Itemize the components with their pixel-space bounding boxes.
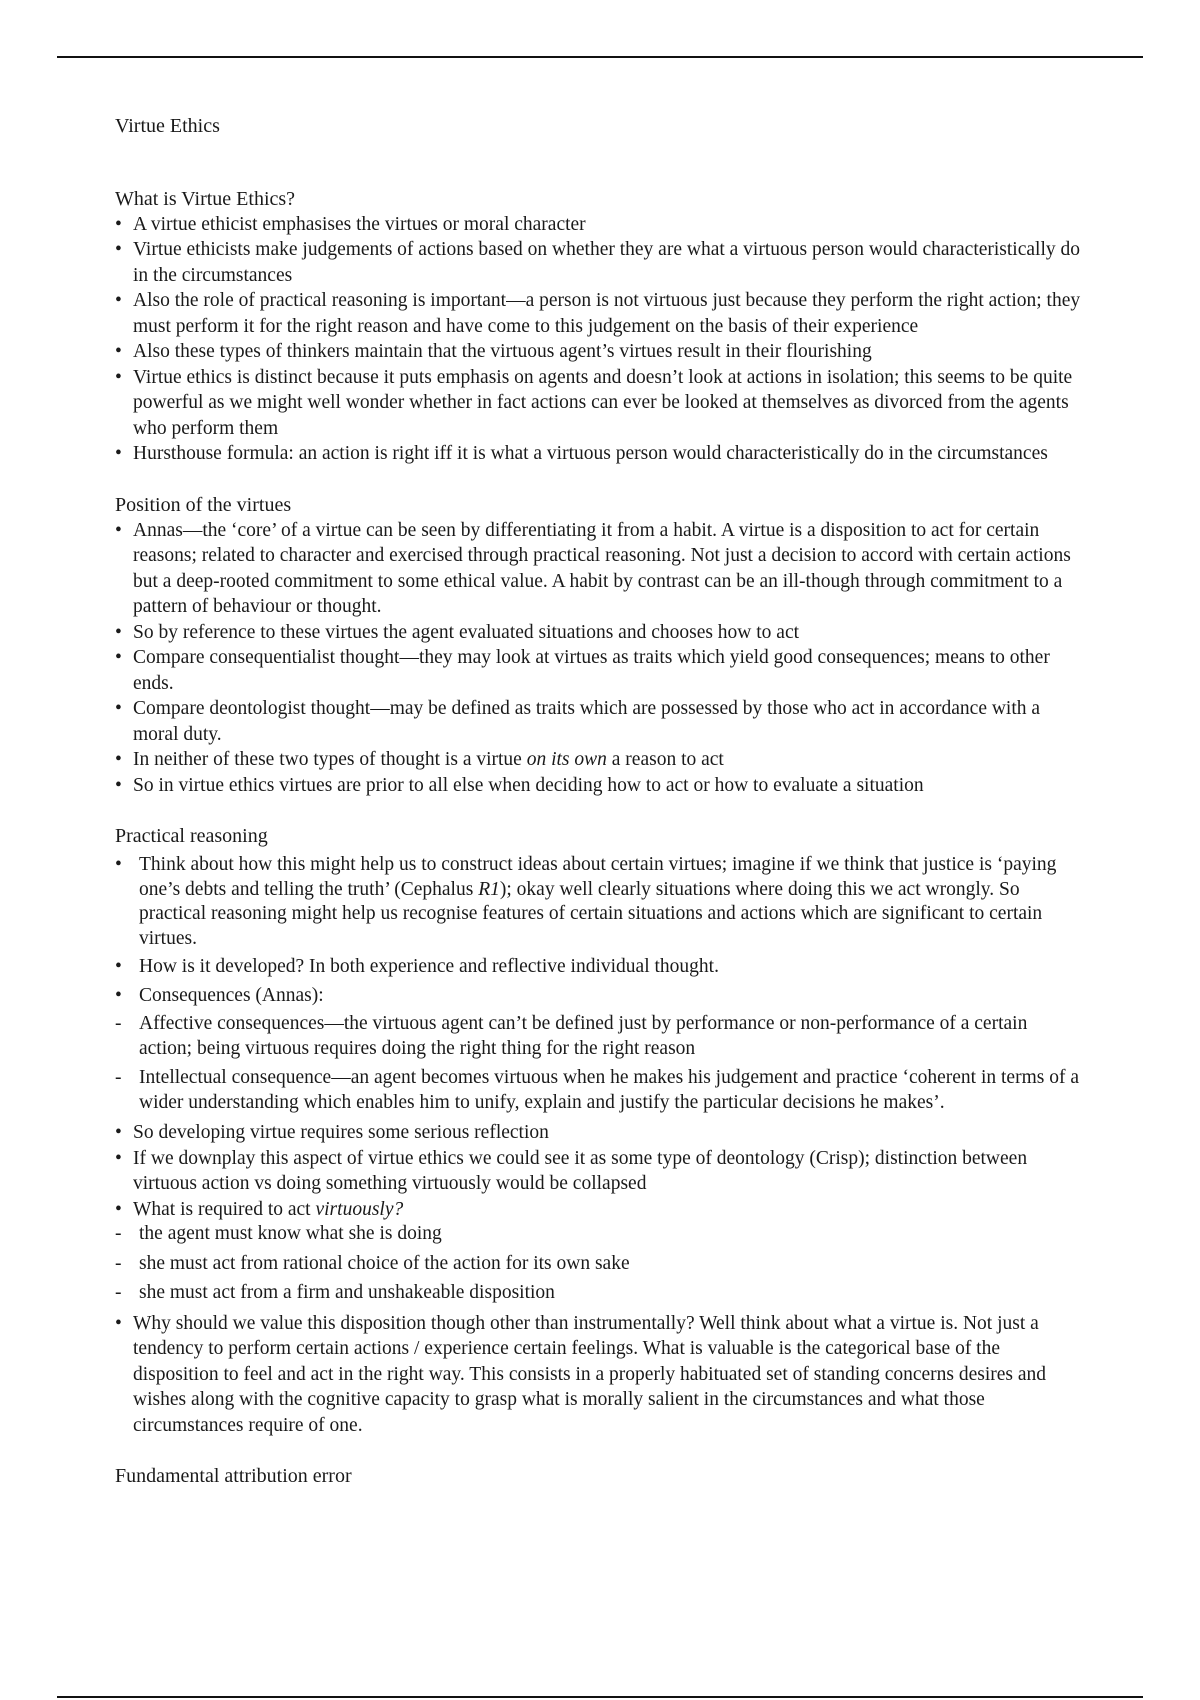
bullet-marker: • — [115, 1312, 122, 1334]
list-item — [115, 441, 1085, 467]
bullet-marker: • — [115, 698, 122, 719]
list-item — [115, 853, 1085, 951]
list-item-text: Compare deontologist thought—may be defined as traits which are possessed by those who act in accordance with a moral duty. — [133, 698, 1041, 745]
list-item-text: How is it developed? In both experience and reflective individual thought. — [139, 956, 719, 977]
bullet-marker: • — [115, 366, 122, 388]
list-item — [115, 212, 1085, 238]
list-item-text: Compare consequentialist thought—they may look at virtues as traits which yield good consequences; means to other ends. — [133, 647, 1050, 694]
emphasis-text: R1 — [478, 878, 500, 900]
list-item — [115, 747, 1085, 773]
bullet-marker: • — [115, 984, 122, 1006]
list-item-text: A virtue ethicist emphasises the virtues or moral character — [133, 213, 586, 235]
list-item — [115, 696, 1085, 747]
list-item-text: she must act from rational choice of the action for its own sake — [139, 1252, 630, 1274]
list-position — [115, 518, 1085, 799]
list-item — [115, 237, 1085, 288]
list-item-text: she must act from a firm and unshakeable disposition — [139, 1282, 555, 1303]
list-item — [115, 288, 1085, 339]
list-item-text: Affective consequences—the virtuous agent can’t be defined just by performance or non-performance of a certain action; being virtuous requires doing the right thing for the right reason — [139, 1013, 1028, 1059]
list-item — [115, 1281, 1085, 1306]
bullet-marker: • — [115, 213, 122, 235]
list-item-text: Think about how this might help us to construct ideas about certain virtues; imagine if we think that justice is ‘paying one’s debts and telling the truth’ (Cephalus — [139, 854, 1057, 900]
list-item-text: Why should we value this disposition though other than instrumentally? Well think about what a virtue is. Not just a tendency to perform certain actions / experience certain feelings. What is valuable is the categorical base of the disposition to feel and act in the right way. This consists in a properly habituated set of standing concerns desires and wishes along with the cognitive capacity to grasp what is morally salient in the circumstances and what those circumstances require of one. — [133, 1312, 1047, 1436]
list-item-text: So in virtue ethics virtues are prior to all else when deciding how to act or how to evaluate a situation — [133, 774, 924, 796]
list-item — [115, 518, 1085, 620]
document-body — [115, 114, 1085, 1489]
list-item — [115, 645, 1085, 696]
list-item-text: If we downplay this aspect of virtue ethics we could see it as some type of deontology (Crisp); distinction between virtuous action vs doing something virtuously would be collapsed — [133, 1147, 1028, 1194]
list-item — [115, 1311, 1085, 1439]
bullet-marker: • — [115, 1147, 122, 1169]
bullet-marker: • — [115, 749, 122, 770]
list-item-text: Hursthouse formula: an action is right iff it is what a virtuous person would characteristically do in the circumstances — [133, 443, 1048, 464]
list-item-text: a reason to act — [606, 749, 724, 770]
list-item — [115, 339, 1085, 365]
bullet-marker: • — [115, 774, 122, 796]
list-item — [115, 1197, 1085, 1223]
bullet-marker: • — [115, 290, 122, 311]
section-heading-practical: Practical reasoning — [115, 825, 268, 847]
list-item-text: Also the role of practical reasoning is important—a person is not virtuous just because they perform the right action; they must perform it for the right reason and have come to this judgement on the basis of their experience — [133, 290, 1081, 337]
top-rule — [57, 56, 1143, 58]
bullet-marker: • — [115, 519, 122, 541]
list-item — [115, 1066, 1085, 1115]
dash-marker: - — [115, 1223, 122, 1244]
dash-marker: - — [115, 1067, 122, 1088]
bullet-marker: • — [115, 1122, 122, 1143]
list-item — [115, 1012, 1085, 1061]
bullet-marker: • — [115, 647, 122, 668]
section-heading-what-is: What is Virtue Ethics? — [115, 187, 296, 210]
list-item-text: Also these types of thinkers maintain that the virtuous agent’s virtues result in their flourishing — [133, 341, 872, 362]
list-item-text: So developing virtue requires some serious reflection — [133, 1122, 549, 1143]
list-item-text: Virtue ethics is distinct because it puts emphasis on agents and doesn’t look at actions in isolation; this seems to be quite powerful as we might well wonder whether in fact actions can ever be looked at themselves as divorced from the agents who perform them — [133, 366, 1073, 439]
list-item — [115, 365, 1085, 442]
list-item — [115, 773, 1085, 799]
dash-marker: - — [115, 1282, 122, 1303]
list-item-text: What is required to act — [133, 1198, 316, 1220]
list-item-text: Annas—the ‘core’ of a virtue can be seen by differentiating it from a habit. A virtue is a disposition to act for certain reasons; related to character and exercised through practical reasoning. Not just a decision to accord with certain actions but a deep-rooted commitment to some ethical value. A habit by contrast can be an ill-though through commitment to a pattern of behaviour or thought. — [133, 519, 1071, 617]
page-title: Virtue Ethics — [115, 115, 220, 137]
bullet-marker: • — [115, 341, 122, 362]
emphasis-text: on its own — [526, 749, 607, 770]
list-item-text: In neither of these two types of thought is a virtue — [133, 749, 527, 770]
bullet-marker: • — [115, 443, 122, 464]
emphasis-text: virtuously? — [315, 1198, 404, 1220]
list-practical — [115, 853, 1085, 1438]
section-heading-attribution: Fundamental attribution error — [115, 1465, 352, 1487]
bullet-marker: • — [115, 239, 122, 260]
bullet-marker: • — [115, 1198, 122, 1220]
bottom-rule — [57, 1696, 1143, 1698]
list-item-text: So by reference to these virtues the agent evaluated situations and chooses how to act — [133, 621, 800, 643]
dash-marker: - — [115, 1013, 122, 1034]
bullet-marker: • — [115, 854, 122, 875]
list-what-is — [115, 212, 1085, 467]
list-item — [115, 1120, 1085, 1146]
list-item — [115, 1252, 1085, 1277]
list-item — [115, 984, 1085, 1009]
bullet-marker: • — [115, 956, 122, 977]
list-item-text: ); okay well clearly situations where doing this we act wrongly. So practical reasoning might help us recognise features of certain situations and actions which are significant to certain virtues. — [139, 878, 1043, 949]
list-item — [115, 620, 1085, 646]
list-item-text: Intellectual consequence—an agent becomes virtuous when he makes his judgement and practice ‘coherent in terms of a wider understanding which enables him to unify, explain and justify the particular decisions he makes’. — [139, 1067, 1079, 1113]
list-item-text: Consequences (Annas): — [139, 984, 324, 1006]
bullet-marker: • — [115, 621, 122, 643]
list-item — [115, 1222, 1085, 1247]
list-item — [115, 955, 1085, 980]
list-item-text: Virtue ethicists make judgements of actions based on whether they are what a virtuous person would characteristically do in the circumstances — [133, 239, 1080, 286]
dash-marker: - — [115, 1252, 122, 1274]
list-item — [115, 1146, 1085, 1197]
list-item-text: the agent must know what she is doing — [139, 1223, 442, 1244]
section-heading-position: Position of the virtues — [115, 493, 292, 516]
